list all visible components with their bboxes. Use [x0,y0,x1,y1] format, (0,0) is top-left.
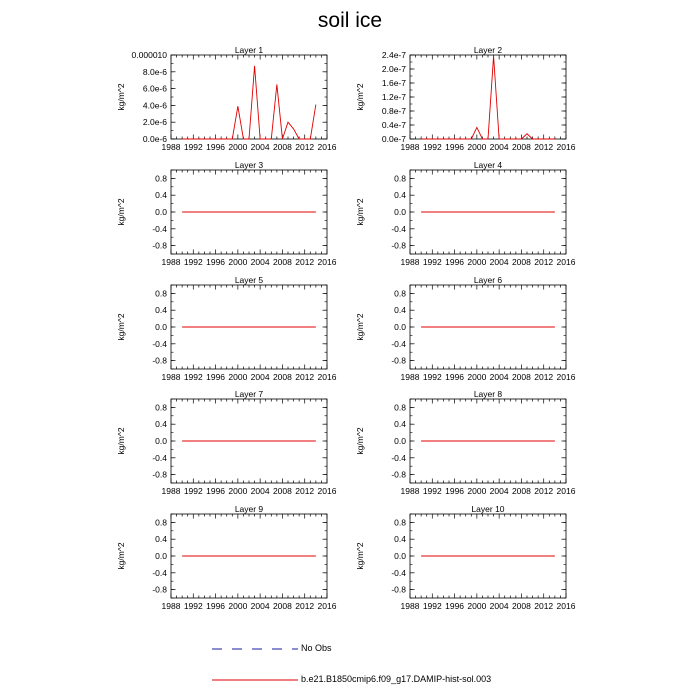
y-tick-label: 0.0 [394,551,406,561]
y-axis-label-9: kg/m^2 [116,542,126,570]
x-tick-label: 2016 [556,372,576,382]
x-tick-label: 2016 [317,257,337,267]
y-tick-label: 0.4 [155,190,167,201]
y-tick-label: -0.8 [152,584,167,595]
x-tick-label: 2004 [489,601,509,611]
x-tick-label: 1988 [400,372,420,382]
x-tick-label: 1996 [206,486,226,496]
y-tick-label: 8.0e-6 [142,66,167,77]
x-tick-label: 1996 [206,142,226,152]
x-tick-label: 2008 [511,257,531,267]
y-tick-label: 0.0 [155,207,167,217]
y-axis-label-1: kg/m^2 [116,83,126,111]
x-tick-label: 2016 [556,142,576,152]
x-tick-label: 1996 [445,486,465,496]
y-tick-label: 2.0e-7 [381,64,406,74]
x-tick-label: 2004 [489,257,509,267]
x-tick-label: 2016 [556,257,576,267]
y-tick-label: -0.4 [152,567,167,578]
panel-title-4: Layer 4 [473,160,503,170]
y-axis-label-4: kg/m^2 [355,198,365,226]
x-tick-label: 2004 [250,486,270,496]
x-tick-label: 1992 [183,601,203,611]
x-tick-label: 2012 [295,372,315,382]
y-tick-label: -0.8 [152,469,167,480]
y-tick-label: 0.8 [394,402,406,413]
y-axis-label-6: kg/m^2 [355,313,365,341]
x-tick-label: 2012 [534,601,554,611]
x-tick-label: 2016 [317,372,337,382]
y-tick-label: 0.0e-7 [381,134,406,144]
x-tick-label: 2000 [467,486,487,496]
x-tick-label: 2012 [534,486,554,496]
x-tick-label: 2008 [272,601,292,611]
x-tick-label: 1988 [400,257,420,267]
x-tick-label: 2004 [489,486,509,496]
y-tick-label: -0.4 [391,567,406,578]
x-tick-label: 1996 [206,372,226,382]
y-tick-label: -0.4 [152,338,167,349]
y-tick-label: 0.0 [155,436,167,446]
x-tick-label: 2000 [467,142,487,152]
legend-obs-label: No Obs [301,643,332,653]
x-tick-label: 2008 [272,257,292,267]
y-tick-label: 0.4 [394,419,406,430]
y-tick-label: 0.0 [394,322,406,332]
y-tick-label: 2.0e-6 [142,117,167,128]
y-tick-label: 0.0e-6 [142,134,167,144]
x-tick-label: 2000 [228,601,248,611]
panel-title-2: Layer 2 [473,45,503,55]
panel-title-9: Layer 9 [234,504,264,514]
y-tick-label: 0.4 [394,305,406,316]
x-tick-label: 2000 [228,257,248,267]
x-tick-label: 2012 [295,257,315,267]
x-tick-label: 2008 [272,142,292,152]
x-tick-label: 2008 [511,601,531,611]
y-tick-label: 6.0e-6 [142,83,167,94]
y-tick-label: -0.8 [391,584,406,595]
y-tick-label: 0.4 [394,534,406,545]
y-axis-label-10: kg/m^2 [355,542,365,570]
y-tick-label: 4.0e-6 [142,100,167,111]
y-tick-label: 0.4 [155,305,167,316]
x-tick-label: 2000 [228,486,248,496]
x-tick-label: 1988 [161,257,181,267]
y-tick-label: 0.8 [155,288,167,299]
series-line-layer-2 [421,56,555,139]
x-tick-label: 2008 [511,372,531,382]
x-tick-label: 2012 [534,372,554,382]
x-tick-label: 2004 [489,372,509,382]
y-tick-label: -0.4 [152,223,167,234]
page-title: soil ice [317,9,383,32]
x-tick-label: 2008 [272,486,292,496]
x-tick-label: 2008 [272,372,292,382]
y-tick-label: -0.4 [391,338,406,349]
y-tick-label: 0.8 [155,173,167,184]
x-tick-label: 2016 [317,142,337,152]
x-tick-label: 2004 [250,372,270,382]
x-tick-label: 2004 [250,142,270,152]
x-tick-label: 1988 [161,372,181,382]
x-tick-label: 2000 [228,142,248,152]
panel-title-5: Layer 5 [234,275,264,285]
y-tick-label: 0.8 [155,517,167,528]
y-tick-label: 0.4 [155,534,167,545]
y-tick-label: -0.4 [391,223,406,234]
x-tick-label: 1992 [422,142,442,152]
y-tick-label: 0.0 [394,436,406,446]
x-tick-label: 1996 [445,372,465,382]
x-tick-label: 2004 [250,257,270,267]
x-tick-label: 1988 [161,601,181,611]
x-tick-label: 2008 [511,142,531,152]
x-tick-label: 1996 [206,257,226,267]
y-tick-label: -0.8 [391,355,406,366]
x-tick-label: 2016 [317,486,337,496]
y-tick-label: 0.4 [155,419,167,430]
x-tick-label: 1996 [206,601,226,611]
y-tick-label: 1.6e-7 [381,78,406,88]
y-axis-label-7: kg/m^2 [116,427,126,455]
y-tick-label: -0.8 [152,355,167,366]
y-tick-label: 0.8 [155,402,167,413]
plot-frame-1 [171,55,327,139]
series-line-layer-1 [182,66,316,139]
x-tick-label: 1992 [183,142,203,152]
x-tick-label: 1996 [445,601,465,611]
y-tick-label: 0.000010 [131,50,167,60]
y-tick-label: 0.8 [394,517,406,528]
x-tick-label: 1992 [422,257,442,267]
x-tick-label: 1992 [422,486,442,496]
x-tick-label: 2012 [534,142,554,152]
panel-title-10: Layer 10 [471,504,505,514]
y-tick-label: -0.8 [391,469,406,480]
x-tick-label: 1996 [445,142,465,152]
x-tick-label: 2012 [295,486,315,496]
y-tick-label: 0.0 [394,207,406,217]
y-tick-label: 2.4e-7 [381,50,406,60]
x-tick-label: 2012 [295,142,315,152]
x-tick-label: 1992 [183,372,203,382]
x-tick-label: 2004 [250,601,270,611]
x-tick-label: 2012 [534,257,554,267]
x-tick-label: 1996 [445,257,465,267]
panel-title-3: Layer 3 [234,160,264,170]
x-tick-label: 2000 [467,601,487,611]
y-tick-label: 0.8 [394,173,406,184]
y-tick-label: 0.8e-7 [381,106,406,116]
y-tick-label: 0.0 [155,551,167,561]
x-tick-label: 2000 [467,372,487,382]
y-tick-label: -0.8 [391,240,406,251]
y-tick-label: 0.8 [394,288,406,299]
x-tick-label: 2000 [467,257,487,267]
y-axis-label-5: kg/m^2 [116,313,126,341]
x-tick-label: 2004 [489,142,509,152]
y-axis-label-2: kg/m^2 [355,83,365,111]
panel-title-1: Layer 1 [234,45,264,55]
x-tick-label: 1992 [183,257,203,267]
y-axis-label-8: kg/m^2 [355,427,365,455]
x-tick-label: 2016 [556,601,576,611]
x-tick-label: 2016 [556,486,576,496]
y-tick-label: -0.4 [152,452,167,463]
panel-title-7: Layer 7 [234,389,264,399]
y-tick-label: 0.4e-7 [381,120,406,130]
x-tick-label: 1988 [400,601,420,611]
x-tick-label: 2012 [295,601,315,611]
x-tick-label: 1988 [161,142,181,152]
x-tick-label: 2008 [511,486,531,496]
y-tick-label: -0.4 [391,452,406,463]
panel-title-8: Layer 8 [473,389,503,399]
x-tick-label: 1988 [161,486,181,496]
panel-title-6: Layer 6 [473,275,503,285]
x-tick-label: 2000 [228,372,248,382]
x-tick-label: 1988 [400,486,420,496]
x-tick-label: 2016 [317,601,337,611]
y-axis-label-3: kg/m^2 [116,198,126,226]
y-tick-label: 0.0 [155,322,167,332]
y-tick-label: 0.4 [394,190,406,201]
x-tick-label: 1992 [183,486,203,496]
x-tick-label: 1992 [422,372,442,382]
y-tick-label: -0.8 [152,240,167,251]
y-tick-label: 1.2e-7 [381,92,406,102]
x-tick-label: 1988 [400,142,420,152]
x-tick-label: 1992 [422,601,442,611]
legend-model-label: b.e21.B1850cmip6.f09_g17.DAMIP-hist-sol.003 [301,674,492,684]
plot-frame-2 [410,55,566,139]
